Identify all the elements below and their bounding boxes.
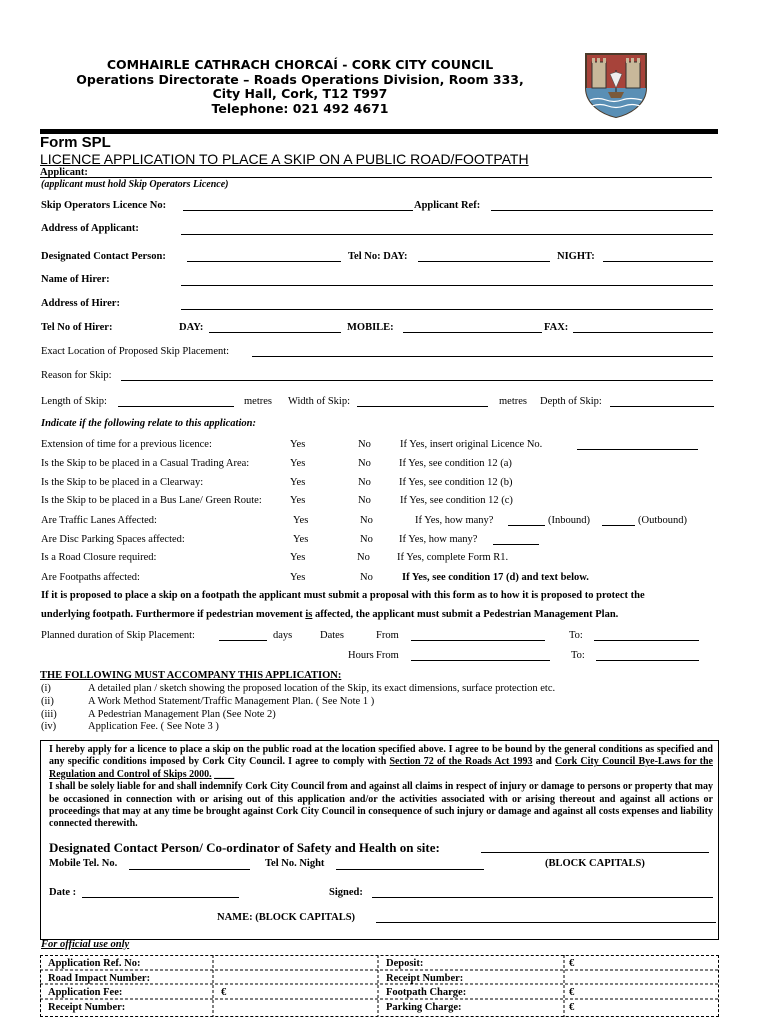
hirer-day-field[interactable] <box>209 332 341 333</box>
duration-label: Planned duration of Skip Placement: <box>41 630 195 641</box>
applicant-ref-label: Applicant Ref: <box>414 200 481 211</box>
outbound-field[interactable] <box>602 525 635 526</box>
footpath-text-1: If it is proposed to place a skip on a footpath the applicant must submit a proposal with this form as to how it is proposed to protect the <box>41 590 645 601</box>
declaration-text: I hereby apply for a licence to place a skip on the public road at the location specified above. I agree to be bound by the general conditions as specified and any specific conditions imposed by Cork City Council. I agree to comply with Section 72 of the Roads Act 1993 and Cork City Council Bye-Laws for the Regulation and Control of Skips 2000. ____ I shall be solely liable for and shall indemnify Cork City Council from and against all claims in respect of injury or damage to persons or property that may be occasioned in connection with or arising out of this application and/or the activities associated with or arising thereout and against all actions or proceedings that may at any time be brought against Cork City Council in consequence of such injury or damage and against all costs expenses and liability connected therewith. <box>49 744 713 830</box>
location-field[interactable] <box>252 356 713 357</box>
accompany-num: (ii) <box>41 696 54 707</box>
inbound-field[interactable] <box>508 525 545 526</box>
signed-label: Signed: <box>329 887 363 898</box>
dates-from-label: From <box>376 630 399 641</box>
directorate: Operations Directorate – Roads Operations Division, Room 333, <box>76 72 524 87</box>
applicant-note: (applicant must hold Skip Operators Licence) <box>41 179 229 190</box>
hirer-mobile-field[interactable] <box>403 332 542 333</box>
contact-person-label: Designated Contact Person: <box>41 251 166 262</box>
relate-note: If Yes, see condition 12 (b) <box>399 477 513 488</box>
hirer-day-label: DAY: <box>179 322 204 333</box>
form-title: LICENCE APPLICATION TO PLACE A SKIP ON A PUBLIC ROAD/FOOTPATH <box>40 151 529 167</box>
accompany-num: (i) <box>41 683 51 694</box>
relate-yes[interactable]: Yes <box>290 495 306 506</box>
relate-yes[interactable]: Yes <box>290 477 306 488</box>
hirer-mobile-label: MOBILE: <box>347 322 394 333</box>
relate-no[interactable]: No <box>357 552 370 563</box>
outbound-label: (Outbound) <box>638 515 687 526</box>
accompany-item: A Work Method Statement/Traffic Management Plan. ( See Note 1 ) <box>88 696 375 707</box>
hirer-name-field[interactable] <box>181 285 713 286</box>
relate-no[interactable]: No <box>358 495 371 506</box>
hirer-address-label: Address of Hirer: <box>41 298 120 309</box>
tel-day-field[interactable] <box>418 261 550 262</box>
relate-question: Are Footpaths affected: <box>41 572 140 583</box>
relate-note: If Yes, how many? <box>415 515 494 526</box>
dates-label: Dates <box>320 630 344 641</box>
relate-question: Extension of time for a previous licence: <box>41 439 212 450</box>
length-unit: metres <box>244 396 272 407</box>
signed-field[interactable] <box>372 897 713 898</box>
official-label: Receipt Number: <box>386 973 464 984</box>
accompany-num: (iv) <box>41 721 57 732</box>
official-label: Deposit: <box>386 958 424 969</box>
footpath-text-2: underlying footpath. Furthermore if pedestrian movement is affected, the applicant must submit a Pedestrian Management Plan. <box>41 609 619 620</box>
form-code: Form SPL <box>40 134 111 151</box>
night-label: Tel No. Night <box>265 858 325 869</box>
days-label: days <box>273 630 293 641</box>
official-heading: For official use only <box>41 939 130 950</box>
relate-note: If Yes, how many? <box>399 534 478 545</box>
night-field[interactable] <box>336 869 484 870</box>
contact-person-field[interactable] <box>187 261 341 262</box>
width-field[interactable] <box>357 406 488 407</box>
official-label: Application Fee: <box>48 987 123 998</box>
official-value[interactable]: € <box>569 958 575 969</box>
council-telephone: Telephone: 021 492 4671 <box>211 101 389 116</box>
reason-field[interactable] <box>121 380 713 381</box>
accompany-num: (iii) <box>41 709 57 720</box>
depth-label: Depth of Skip: <box>540 396 602 407</box>
duration-days-field[interactable] <box>219 640 267 641</box>
dates-from-field[interactable] <box>411 640 545 641</box>
relate-note: If Yes, insert original Licence No. <box>400 439 543 450</box>
relate-question: Is the Skip to be placed in a Bus Lane/ Green Route: <box>41 495 262 506</box>
licence-no-field[interactable] <box>577 449 698 450</box>
accompany-item: A Pedestrian Management Plan (See Note 2) <box>88 709 276 720</box>
relate-yes[interactable]: Yes <box>293 515 309 526</box>
relate-yes[interactable]: Yes <box>293 534 309 545</box>
hirer-address-field[interactable] <box>181 309 713 310</box>
official-value[interactable]: € <box>569 987 575 998</box>
relate-no[interactable]: No <box>360 515 373 526</box>
width-unit: metres <box>499 396 527 407</box>
official-value[interactable]: € <box>569 1002 575 1013</box>
hirer-tel-label: Tel No of Hirer: <box>41 322 113 333</box>
date-label: Date : <box>49 887 77 898</box>
hours-label: Hours <box>348 650 374 661</box>
reason-label: Reason for Skip: <box>41 370 112 381</box>
relate-yes[interactable]: Yes <box>290 458 306 469</box>
applicant-label: Applicant: <box>40 167 88 178</box>
relate-note: If Yes, see condition 12 (a) <box>399 458 512 469</box>
applicant-ref-field[interactable] <box>491 210 713 211</box>
mobile-field[interactable] <box>129 869 250 870</box>
official-label: Footpath Charge: <box>386 987 467 998</box>
relate-question: Are Disc Parking Spaces affected: <box>41 534 185 545</box>
relate-note: If Yes, complete Form R1. <box>397 552 509 563</box>
tel-day-label: Tel No: DAY: <box>348 251 408 262</box>
official-label: Road Impact Number: <box>48 973 151 984</box>
dates-to-label: To: <box>569 630 583 641</box>
coordinator-label: Designated Contact Person/ Co-ordinator of Safety and Health on site: <box>49 840 440 855</box>
relate-heading: Indicate if the following relate to this application: <box>41 418 256 429</box>
official-grid <box>40 955 719 1017</box>
applicant-address-label: Address of Applicant: <box>41 223 139 234</box>
skip-licence-label: Skip Operators Licence No: <box>41 200 167 211</box>
relate-no[interactable]: No <box>360 572 373 583</box>
header-rule <box>40 129 718 134</box>
relate-no[interactable]: No <box>358 439 371 450</box>
hirer-fax-label: FAX: <box>544 322 569 333</box>
location-label: Exact Location of Proposed Skip Placement: <box>41 346 230 357</box>
hours-to-field[interactable] <box>596 660 699 661</box>
mobile-label: Mobile Tel. No. <box>49 858 118 869</box>
width-label: Width of Skip: <box>288 396 350 407</box>
accompany-heading: THE FOLLOWING MUST ACCOMPANY THIS APPLICATION: <box>40 670 342 681</box>
official-value[interactable]: € <box>221 987 227 998</box>
dates-to-field[interactable] <box>594 640 699 641</box>
hours-from-label: From <box>376 650 399 661</box>
council-address: City Hall, Cork, T12 T997 <box>212 86 388 101</box>
relate-question: Is the Skip to be placed in a Casual Trading Area: <box>41 458 250 469</box>
relate-yes[interactable]: Yes <box>290 552 306 563</box>
disc-spaces-field[interactable] <box>493 544 539 545</box>
official-label: Parking Charge: <box>386 1002 462 1013</box>
inbound-label: (Inbound) <box>548 515 590 526</box>
relate-question: Is a Road Closure required: <box>41 552 157 563</box>
name-field[interactable] <box>376 922 716 923</box>
relate-yes[interactable]: Yes <box>290 572 306 583</box>
relate-note: If Yes, see condition 17 (d) and text below. <box>402 572 589 583</box>
coordinator-field[interactable] <box>481 852 709 853</box>
relate-no[interactable]: No <box>358 458 371 469</box>
relate-note: If Yes, see condition 12 (c) <box>400 495 513 506</box>
applicant-input[interactable] <box>40 177 712 178</box>
hirer-fax-field[interactable] <box>573 332 713 333</box>
tel-night-field[interactable] <box>603 261 713 262</box>
date-field[interactable] <box>82 897 239 898</box>
council-name: COMHAIRLE CATHRACH CHORCAÍ - CORK CITY COUNCIL <box>106 57 494 72</box>
relate-no[interactable]: No <box>358 477 371 488</box>
skip-licence-field[interactable] <box>183 210 413 211</box>
accompany-item: Application Fee. ( See Note 3 ) <box>88 721 219 732</box>
official-label: Application Ref. No: <box>48 958 141 969</box>
accompany-item: A detailed plan / sketch showing the proposed location of the Skip, its exact dimensions, surface protection etc. <box>88 683 556 694</box>
length-label: Length of Skip: <box>41 396 107 407</box>
hirer-name-label: Name of Hirer: <box>41 274 110 285</box>
official-label: Receipt Number: <box>48 1002 126 1013</box>
hours-from-field[interactable] <box>411 660 550 661</box>
relate-yes[interactable]: Yes <box>290 439 306 450</box>
relate-no[interactable]: No <box>360 534 373 545</box>
length-field[interactable] <box>118 406 234 407</box>
block-capitals-note: (BLOCK CAPITALS) <box>545 858 645 869</box>
cork-city-crest <box>584 52 648 118</box>
tel-night-label: NIGHT: <box>557 251 595 262</box>
relate-question: Is the Skip to be placed in a Clearway: <box>41 477 204 488</box>
hours-to-label: To: <box>571 650 585 661</box>
name-label: NAME: (BLOCK CAPITALS) <box>217 912 356 923</box>
relate-question: Are Traffic Lanes Affected: <box>41 515 157 526</box>
depth-field[interactable] <box>610 406 714 407</box>
applicant-address-field[interactable] <box>181 234 713 235</box>
